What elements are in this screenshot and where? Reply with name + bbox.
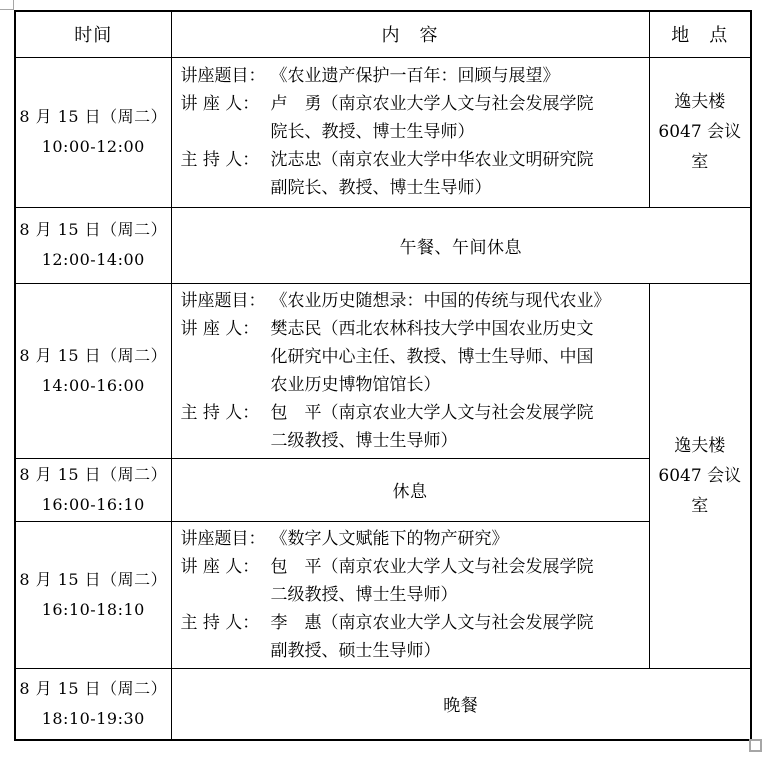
entry-label: 讲 座 人： [180, 556, 260, 577]
entry-label: 讲座题目： [180, 290, 266, 311]
table-row [15, 668, 751, 740]
speaker-entry [181, 553, 643, 609]
break-cell: 休息 [171, 458, 649, 521]
entry-label: 主 持 人： [180, 150, 260, 170]
session-date: 8 月 15 日（周二） [19, 345, 168, 365]
entry-label: 讲座题目： [180, 66, 266, 86]
table-row [15, 207, 751, 283]
session-time: 12:00-14:00 [41, 250, 145, 269]
location-cell [649, 57, 751, 207]
entry-line: 二级教授、博士生导师） [270, 430, 458, 451]
lecture-title-entry [181, 525, 643, 553]
session-time: 16:10-18:10 [41, 599, 145, 619]
entry-line: 樊志民（西北农林科技大学中国农业历史文 [270, 318, 594, 339]
entry-line: 《农业历史随想录：中国的传统与现代农业》 [270, 290, 611, 311]
entry-line: 包 平（南京农业大学人文与社会发展学院 [270, 402, 594, 423]
session-date: 8 月 15 日（周二） [19, 107, 168, 126]
entry-label: 讲 座 人： [180, 94, 260, 114]
session-time: 14:00-16:00 [41, 375, 145, 395]
entry-line: 化研究中心主任、教授、博士生导师、中国 [270, 346, 594, 367]
entry-label: 主 持 人： [180, 402, 260, 423]
header-time: 时间 [15, 11, 171, 57]
speaker-entry [181, 315, 643, 399]
entry-line: 卢 勇（南京农业大学人文与社会发展学院 [270, 94, 594, 114]
lunch-cell: 午餐、午间休息 [171, 207, 751, 283]
time-cell [15, 57, 171, 207]
entry-line: 《数字人文赋能下的物产研究》 [270, 528, 509, 549]
time-cell [15, 668, 171, 740]
session-date: 8 月 15 日（周二） [19, 678, 168, 698]
content-cell [171, 283, 649, 458]
lecture-title-entry [181, 62, 643, 90]
lecture-title-entry [181, 287, 643, 315]
entry-line: 《农业遗产保护一百年：回顾与展望》 [270, 66, 560, 86]
dinner-cell: 晚餐 [171, 668, 751, 740]
entry-line: 副教授、硕士生导师） [270, 640, 441, 661]
header-row [15, 11, 751, 57]
session-time: 10:00-12:00 [41, 137, 145, 156]
host-entry [181, 146, 643, 202]
location-line: 逸夫楼 [674, 435, 726, 456]
entry-label: 讲座题目： [180, 528, 266, 549]
speaker-entry [181, 90, 643, 146]
table-move-handle[interactable] [0, 0, 14, 10]
session-date: 8 月 15 日（周二） [19, 220, 168, 239]
schedule-table [14, 10, 752, 741]
entry-line: 包 平（南京农业大学人文与社会发展学院 [270, 556, 594, 577]
entry-line: 院长、教授、博士生导师） [270, 122, 475, 142]
entry-line: 沈志忠（南京农业大学中华农业文明研究院 [270, 150, 594, 170]
time-cell [15, 458, 171, 521]
session-date: 8 月 15 日（周二） [19, 464, 168, 484]
time-cell [15, 521, 171, 668]
header-content: 内 容 [171, 11, 649, 57]
content-cell [171, 521, 649, 668]
location-line: 逸夫楼 [674, 92, 726, 112]
table-row [15, 458, 751, 521]
table-row [15, 57, 751, 207]
location-cell-merged [649, 283, 751, 668]
time-cell [15, 283, 171, 458]
table-row [15, 521, 751, 668]
location-line: 6047 会议 [658, 465, 742, 486]
header-location: 地 点 [649, 11, 751, 57]
entry-line: 农业历史博物馆馆长） [270, 374, 441, 395]
location-line: 室 [691, 495, 709, 516]
entry-line: 副院长、教授、博士生导师） [270, 178, 492, 198]
host-entry [181, 399, 643, 455]
table-row [15, 283, 751, 458]
entry-label: 讲 座 人： [180, 318, 260, 339]
entry-label: 主 持 人： [180, 612, 260, 633]
entry-line: 二级教授、博士生导师） [270, 584, 458, 605]
location-line: 室 [691, 152, 709, 172]
content-cell [171, 57, 649, 207]
table-resize-handle[interactable] [749, 739, 762, 752]
time-cell [15, 207, 171, 283]
session-time: 18:10-19:30 [41, 708, 145, 728]
entry-line: 李 惠（南京农业大学人文与社会发展学院 [270, 612, 594, 633]
session-time: 16:00-16:10 [41, 494, 145, 514]
session-date: 8 月 15 日（周二） [19, 569, 168, 589]
location-line: 6047 会议 [658, 122, 742, 142]
host-entry [181, 609, 643, 665]
